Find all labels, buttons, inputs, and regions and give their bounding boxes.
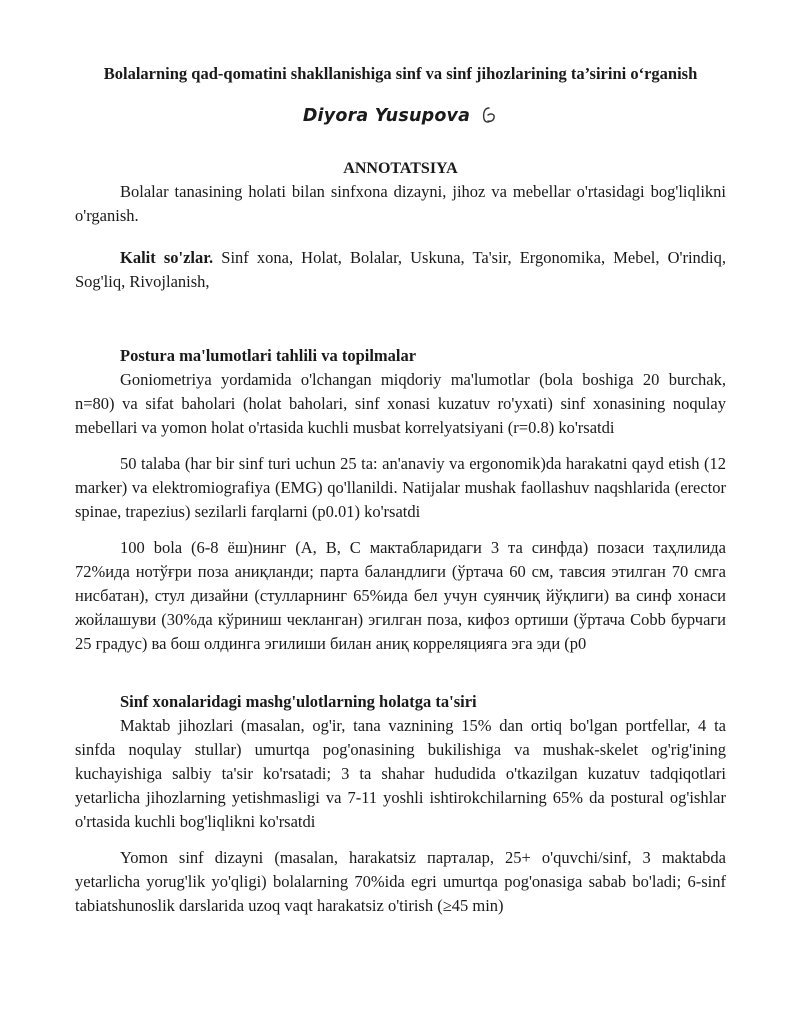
document-title: Bolalarning qad-qomatini shakllanishiga sinf va sinf jihozlarining ta’sirini o‘rganish [103,64,698,83]
document-page [75,62,726,918]
section1-paragraph-2: 50 talaba (har bir sinf turi uchun 25 ta: an'anaviy va ergonomik)da harakatni qayd etish (12 marker) va elektromiografiya (EMG) qo'llanildi. Natijalar mushak faollashuv naqshlarida (erector spinae, trapezius) sezilarli farqlarni (p0.01) ko'rsatdi [75,454,726,521]
section2-paragraph-1: Maktab jihozlari (masalan, og'ir, tana vaznining 15% dan ortiq bo'lgan portfellar, 4 ta sinfda noqulay stullar) umurtqa pog'onasining bukilishiga va mushak-skelet og'rig'ining kuchayishiga salbiy ta'sir ko'rsatadi; 3 ta shahar hududida o'tkazilgan kuzatuv tadqiqotlari yetarlicha jihozlarning yetishmasligi va 7-11 yoshli ishtirokchilarning 65% da postural og'ishlar o'rtasida kuchli bog'liqlikni ko'rsatdi [75,716,726,831]
author-name: Diyora Yusupova [302,106,471,127]
keywords-paragraph [75,246,726,294]
section1-paragraph-1: Goniometriya yordamida o'lchangan miqdoriy ma'lumotlar (bola boshiga 20 burchak, n=80) va sifat baholari (holat baholari, sinf xonasi kuzatuv ro'yxati) sinf xonasining noqulay mebellari va yomon holat o'rtasida kuchli musbat korrelyatsiyani (r=0.8) ko'rsatdi [75,370,726,437]
section-heading-posture-analysis: Postura ma'lumotlari tahlili va topilmalar [120,346,417,365]
section1-paragraph-3: 100 bola (6-8 ёш)нинг (A, B, C мактабларидаги 3 та синфда) позаси таҳлилида 72%ида нотўғри поза аниқланди; парта баландлиги (ўртача 60 см, тавсия этилган 70 смга нисбатан), стул дизайни (стулларнинг 65%ида бел учун суянчиқ йўқлиги) ва синф хонаси жойлашуви (30%да кўриниш чекланган) эгилган поза, кифоз ортиши (ўртача Cobb бурчаги 25 градус) ва бош олдинга эгилиши билан аниқ корреляцияга эга эди (p0 [75,538,726,653]
signature-mark-icon [480,106,498,129]
keywords-text: Sinf xona, Holat, Bolalar, Uskuna, Ta'sir, Ergonomika, Mebel, O'rindiq, Sog'liq, Rivojlanish, [75,248,726,291]
author-row [75,106,726,132]
section-heading-classroom-activities: Sinf xonalaridagi mashg'ulotlarning holatga ta'siri [120,692,477,711]
annotation-heading: ANNOTATSIYA [343,160,458,177]
keywords-label: Kalit so'zlar. [120,248,214,267]
annotation-text: Bolalar tanasining holati bilan sinfxona dizayni, jihoz va mebellar o'rtasidagi bog'liqlikni o'rganish. [75,182,726,225]
section2-paragraph-2: Yomon sinf dizayni (masalan, harakatsiz парталар, 25+ o'quvchi/sinf, 3 maktabda yetarlicha yorug'lik yo'qligi) bolalarning 70%ida egri umurtqa pog'onasiga sabab bo'ladi; 6-sinf tabiatshunoslik darslarida uzoq vaqt harakatsiz o'tirish (≥45 min) [75,848,726,915]
